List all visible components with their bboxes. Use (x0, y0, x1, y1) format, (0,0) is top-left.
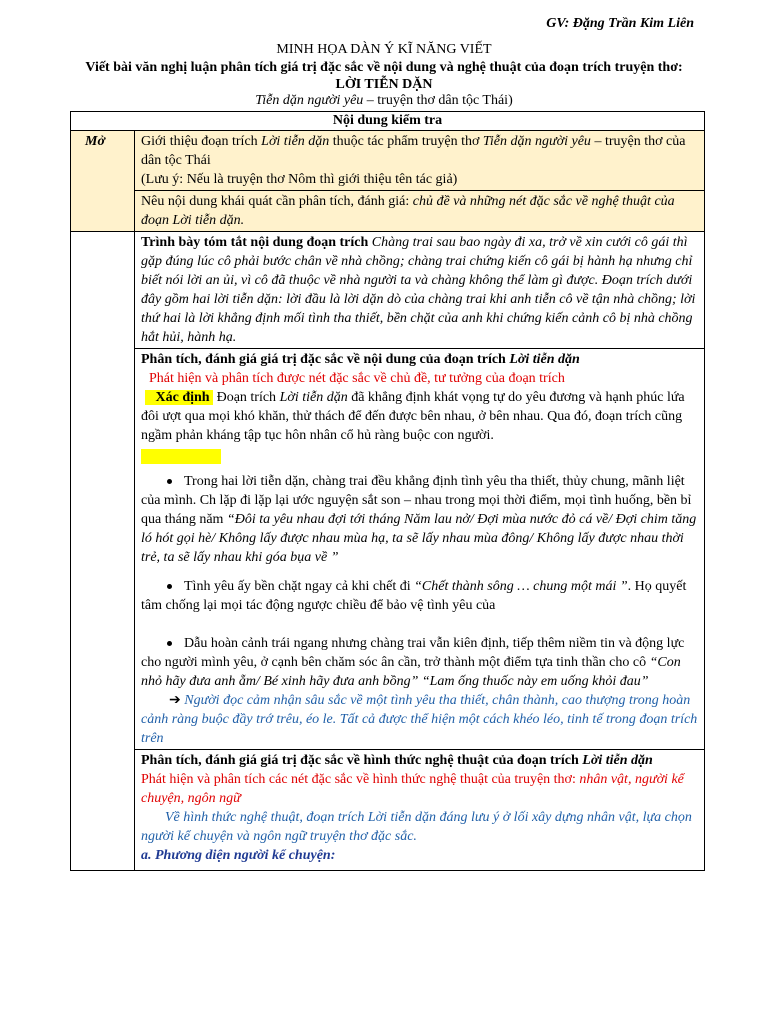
mo-text: – truyện thơ của dân tộc Thái (141, 134, 686, 168)
art-heading (141, 751, 700, 770)
content-heading (141, 350, 700, 369)
art-red-italic: nhân vật, người kể chuyện, ngôn ngữ (141, 772, 684, 806)
content-cell (135, 349, 705, 750)
summary-lead: Trình bày tóm tắt nội dung đoạn trích (141, 235, 369, 250)
work-source-rest: – truyện thơ dân tộc Thái) (363, 93, 513, 108)
art-summary: Về hình thức nghệ thuật, đoạn trích Lời tiễn dặn đáng lưu ý ở lối xây dựng nhân vật, lựa chọn người kể chuyện và ngôn ngữ truyện thơ đặc sắc. (141, 810, 692, 844)
table-header-row (71, 112, 705, 131)
determine-paragraph (141, 388, 700, 445)
doc-subtitle: Viết bài văn nghị luận phân tích giá trị đặc sắc về nội dung và nghệ thuật của đoạn trích truyện thơ: (85, 60, 683, 75)
summary-text (141, 233, 700, 347)
art-heading-title: Lời tiễn dặn (582, 753, 653, 768)
mo-text: Lời tiễn dặn (261, 134, 330, 149)
highlight-block (141, 449, 221, 464)
determine-text: đã khẳng định khát vọng tự do yêu đương và hạnh phúc lứa đôi ượt qua mọi khó khăn, thử thách để đến được bên nhau, ở bên nhau. Qua đó, đoạn trích cũng ngầm phản kháng tập tục hôn nhân cổ hủ ràng buộc con người. (141, 390, 685, 443)
art-red-text: Phát hiện và phân tích các nét đặc sắc về hình thức nghệ thuật của truyện thơ: (141, 772, 580, 787)
determine-label-text: Xác định (155, 390, 210, 405)
mo-text: chủ đề và những nét đặc sắc về nghệ thuật của đoạn Lời tiễn dặn. (141, 194, 675, 228)
bullet-quote: “Con nhỏ hãy đưa anh ẵm/ Bé xinh hãy đưa anh bồng” “Lam ống thuốc này em uống khỏi đau” (141, 655, 681, 689)
teacher-name: GV: Đặng Trần Kim Liên (546, 16, 694, 31)
mo-summary-text (141, 192, 700, 230)
mo-text: Tiễn dặn người yêu (482, 134, 591, 149)
mo-row-2 (71, 191, 705, 232)
bullet-quote: “Đôi ta yêu nhau đợi tới tháng Năm lau nở/ Đợi mùa nước đỏ cá về/ Đợi chim tăng ló hót gọi hè/ Không lấy được nhau mùa hạ, ta sẽ lấy nhau mùa đông/ Không lấy được nhau thời trẻ, ta sẽ lấy nhau khi góa bụa về ” (141, 512, 697, 565)
mo-intro-cell (135, 131, 705, 191)
content-red-note: Phát hiện và phân tích được nét đặc sắc về chủ đề, tư tưởng của đoạn trích (149, 371, 565, 386)
mo-text: thuộc tác phẩm truyện thơ (329, 134, 483, 149)
summary-body: Chàng trai sau bao ngày đi xa, trở về xin cưới cô gái thì gặp đúng lúc cô phải bước chân về nhà chồng; chàng trai chứng kiến cô gái bị hành hạ nhưng chỉ biết nói lời an ủi, vì cô đã thuộc về nhà người ta và chàng không thể làm gì được. Đoạn trích dưới đây gồm hai lời tiễn dặn: lời đầu là lời dặn dò của chàng trai khi anh tiễn cô về tận nhà chồng; lời thứ hai là lời khẳng định mối tình tha thiết, bền chặt của anh khi chứng kiến cảnh cô bị nhà chồng hắt hủi, hành hạ. (141, 235, 696, 345)
determine-text: Đoạn trích (213, 390, 280, 405)
work-source-title: Tiễn dặn người yêu (255, 93, 364, 108)
table-header: Nội dung kiểm tra (71, 112, 705, 131)
determine-text: Lời tiễn dặn (279, 390, 348, 405)
doc-title: MINH HỌA DÀN Ý KĨ NĂNG VIẾT (276, 42, 492, 57)
summary-cell (135, 232, 705, 349)
outline-table (70, 111, 705, 871)
body-row-1 (71, 232, 705, 349)
art-cell (135, 750, 705, 871)
bullet-dot-icon (167, 584, 172, 589)
bullet-text: . Họ quyết tâm chống lại mọi tác động ngược chiều để bảo vệ tình yêu của (141, 579, 687, 613)
bullet-text: Trong hai lời tiễn dặn, chàng trai đều khẳng định tình yêu tha thiết, thủy chung, mãnh liệt của mình. Ch lặp đi lặp lại ước nguyện sắt son – nhau trong mọi thời điểm, mọi tình huống, bền bỉ qua tháng năm (141, 474, 692, 527)
mo-note: (Lưu ý: Nếu là truyện thơ Nôm thì giới thiệu tên tác giả) (141, 172, 458, 187)
mo-label: Mở (71, 131, 135, 232)
body-label (71, 232, 135, 871)
body-row-2 (71, 349, 705, 750)
mo-intro-text (141, 132, 700, 170)
bullet-text: Tình yêu ấy bền chặt ngay cả khi chết đi (184, 579, 415, 594)
art-red-note (141, 770, 700, 808)
body-row-3 (71, 750, 705, 871)
content-heading-text: Phân tích, đánh giá giá trị đặc sắc về nội dung của đoạn trích (141, 352, 510, 367)
conclusion (141, 691, 700, 748)
bullet-2 (141, 577, 700, 615)
content-heading-title: Lời tiễn dặn (509, 352, 580, 367)
bullet-1 (141, 472, 700, 567)
work-title: LỜI TIỄN DẶN (335, 77, 433, 92)
conclusion-text: Người đọc cảm nhận sâu sắc về một tình yêu tha thiết, chân thành, cao thượng trong hoàn cảnh ràng buộc đầy trớ trêu, éo le. Tất cả được thể hiện một cách khéo léo, tinh tế trong đoạn trích trên (141, 693, 698, 746)
bullet-text: Dẫu hoàn cảnh trái ngang nhưng chàng trai vẫn kiên định, tiếp thêm niềm tin và động lực cho người mình yêu, ở cạnh bên chăm sóc ân cần, trở thành một điểm tựa tinh thần cho cô (141, 636, 685, 670)
art-heading-text: Phân tích, đánh giá giá trị đặc sắc về hình thức nghệ thuật của đoạn trích (141, 753, 583, 768)
mo-summary-cell (135, 191, 705, 232)
bullet-dot-icon (167, 641, 172, 646)
work-source (0, 93, 768, 109)
narrator-heading: a. Phương diện người kể chuyện: (141, 848, 336, 863)
bullet-dot-icon (167, 479, 172, 484)
mo-row-1 (71, 131, 705, 191)
mo-text: Giới thiệu đoạn trích (141, 134, 262, 149)
determine-label (145, 390, 213, 405)
mo-text: Nêu nội dung khái quát cần phân tích, đánh giá: (141, 194, 413, 209)
bullet-3 (141, 634, 700, 691)
arrow-icon: ➔ (169, 693, 181, 708)
bullet-quote: “Chết thành sông … chung một mái ” (414, 579, 628, 594)
